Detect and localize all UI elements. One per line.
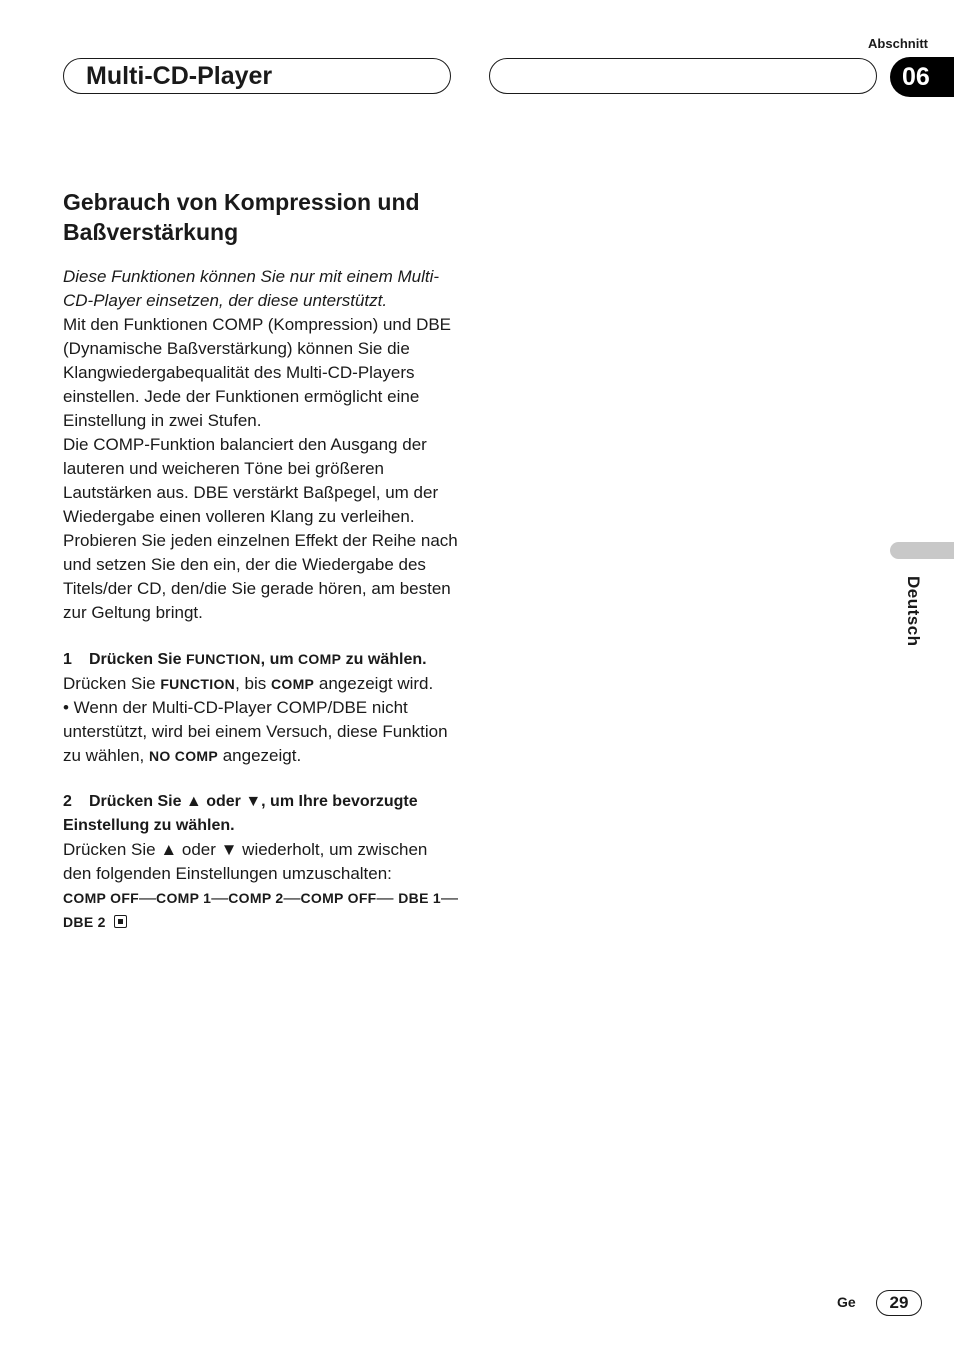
header-blank-frame [489, 58, 877, 94]
settings-sequence: COMP OFF—COMP 1—COMP 2—COMP OFF— DBE 1—DBE 2 [63, 888, 458, 930]
paragraph-2: Die COMP-Funktion balanciert den Ausgang der lauteren und weicheren Töne bei größeren Lautstärken aus. DBE verstärkt Baßpegel, um der Wiedergabe einen volleren Klang zu verleihen. Probieren Sie jeden einzelnen Effekt der Reihe nach und setzen Sie den ein, der die Wiedergabe des Titels/der CD, den/die Sie gerade hören, am besten zur Geltung bringt. [63, 435, 458, 622]
section-label: Abschnitt [868, 36, 928, 51]
page-title: Multi-CD-Player [86, 62, 273, 90]
main-content [63, 187, 458, 934]
paragraph-1: Mit den Funktionen COMP (Kompression) und DBE (Dynamische Baßverstärkung) können Sie die Klangwiedergabequalität des Multi-CD-Players einstellen. Jede der Funktionen ermöglicht eine Einstellung in zwei Stufen. [63, 315, 452, 430]
intro-text: Diese Funktionen können Sie nur mit einem Multi-CD-Player einsetzen, der diese unterstützt. [63, 267, 440, 310]
step-2-heading: 2 Drücken Sie ▲ oder ▼, um Ihre bevorzugte Einstellung zu wählen. [63, 793, 418, 834]
page-number: 29 [876, 1290, 922, 1316]
step-1-note: • Wenn der Multi-CD-Player COMP/DBE nicht unterstützt, wird bei einem Versuch, diese Funktion zu wählen, NO COMP angezeigt. [63, 698, 448, 765]
chapter-number: 06 [902, 63, 930, 91]
language-tab-marker [890, 542, 954, 559]
page-title-frame [63, 58, 451, 94]
footer-language-code: Ge [837, 1294, 856, 1310]
language-label: Deutsch [904, 576, 923, 647]
end-of-section-icon [114, 915, 127, 928]
step-1-body: Drücken Sie FUNCTION, bis COMP angezeigt wird. [63, 674, 434, 693]
step-1-heading: 1 Drücken Sie FUNCTION, um COMP zu wählen. [63, 651, 427, 668]
chapter-tab [890, 57, 954, 97]
section-heading: Gebrauch von Kompression und Baßverstärkung [63, 189, 420, 245]
step-2-body: Drücken Sie ▲ oder ▼ wiederholt, um zwischen den folgenden Einstellungen umzuschalten: [63, 840, 428, 883]
